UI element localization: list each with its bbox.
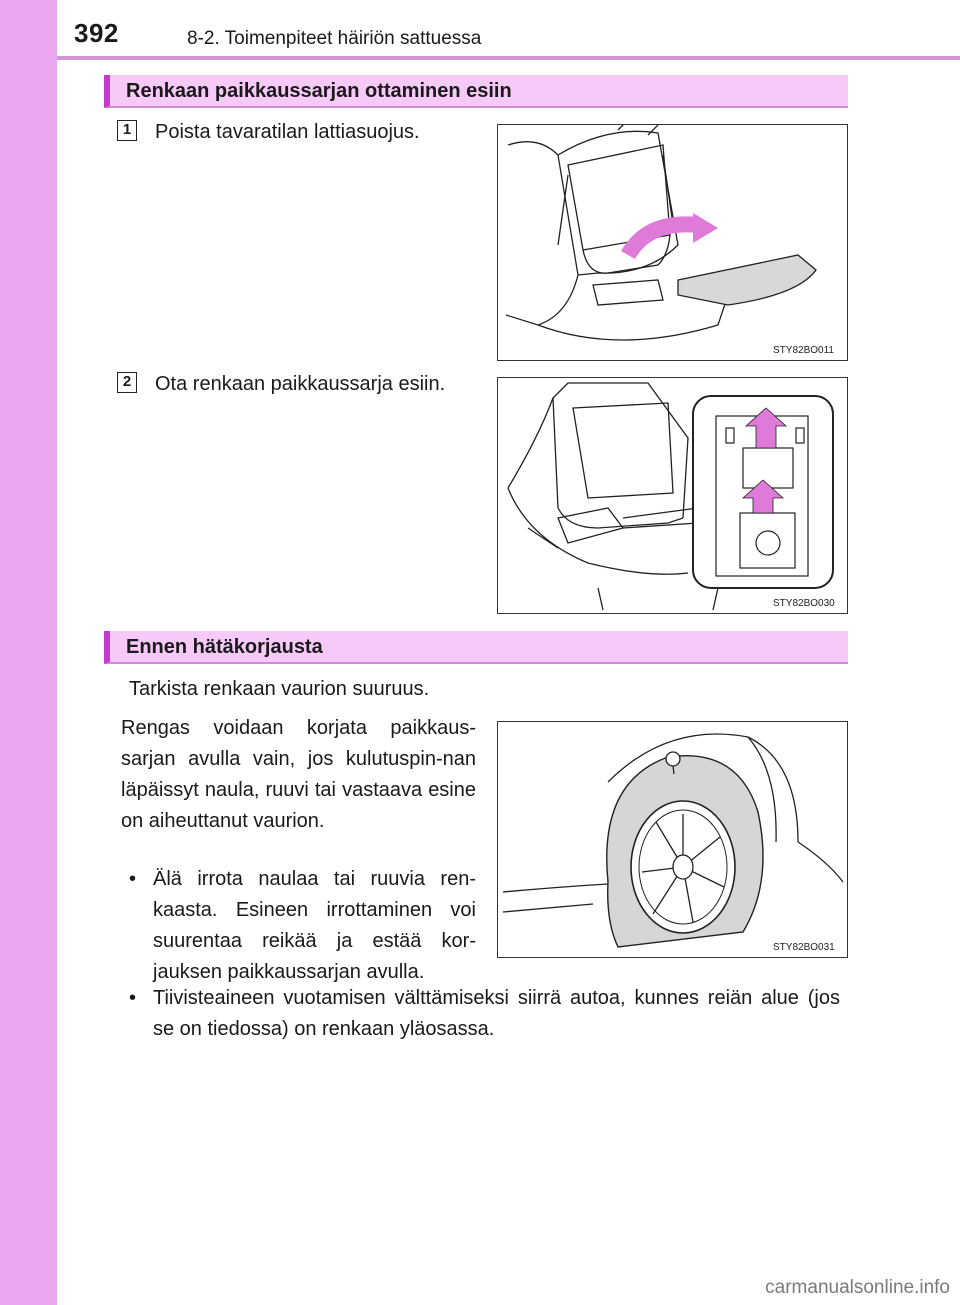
illustration-trunk-cover: [498, 125, 847, 360]
bullet-text-1: Älä irrota naulaa tai ruuvia ren-kaasta. Esineen irrottaminen voi suurentaa reikää ja estää kor-jauksen paikkaussarjan avulla.: [153, 868, 476, 983]
chapter-title: 8-2. Toimenpiteet häiriön sattuessa: [187, 28, 482, 49]
figure-repair-kit-location: [497, 377, 848, 614]
side-color-band: [0, 0, 57, 1305]
figure-code: STY82BO011: [773, 345, 834, 356]
header-rule: [57, 56, 960, 60]
step-1-text: Poista tavaratilan lattiasuojus.: [155, 121, 420, 143]
step-number-1: 1: [117, 120, 137, 141]
section-heading-before-repair: Ennen hätäkorjausta: [104, 631, 848, 664]
intro-text: Tarkista renkaan vaurion suuruus.: [129, 678, 430, 700]
step-2-text: Ota renkaan paikkaussarja esiin.: [155, 373, 446, 395]
bullet-item-2: [129, 983, 840, 1045]
watermark: carmanualsonline.info: [765, 1277, 950, 1298]
bullet-item-1: [129, 864, 476, 988]
bullet-marker: •: [129, 868, 137, 890]
figure-code: STY82BO030: [773, 598, 835, 609]
step-number-2: 2: [117, 372, 137, 393]
figure-code: STY82BO031: [773, 942, 835, 953]
illustration-repair-kit: [498, 378, 847, 613]
repair-condition-paragraph: Rengas voidaan korjata paikkaus-sarjan avulla vain, jos kulutuspin-nan läpäissyt naula, ruuvi tai vastaava esine on aiheuttanut vaurion.: [121, 717, 476, 832]
section-heading-kit-removal: Renkaan paikkaussarjan ottaminen esiin: [104, 75, 848, 108]
bullet-marker: •: [129, 987, 137, 1009]
page-number: 392: [74, 18, 119, 48]
bullet-text-2: Tiivisteaineen vuotamisen välttämiseksi siirrä autoa, kunnes reiän alue (jos se on tiedossa) on renkaan yläosassa.: [153, 987, 840, 1040]
figure-trunk-floor-cover: [497, 124, 848, 361]
figure-punctured-tire: [497, 721, 848, 958]
illustration-tire: [498, 722, 847, 957]
